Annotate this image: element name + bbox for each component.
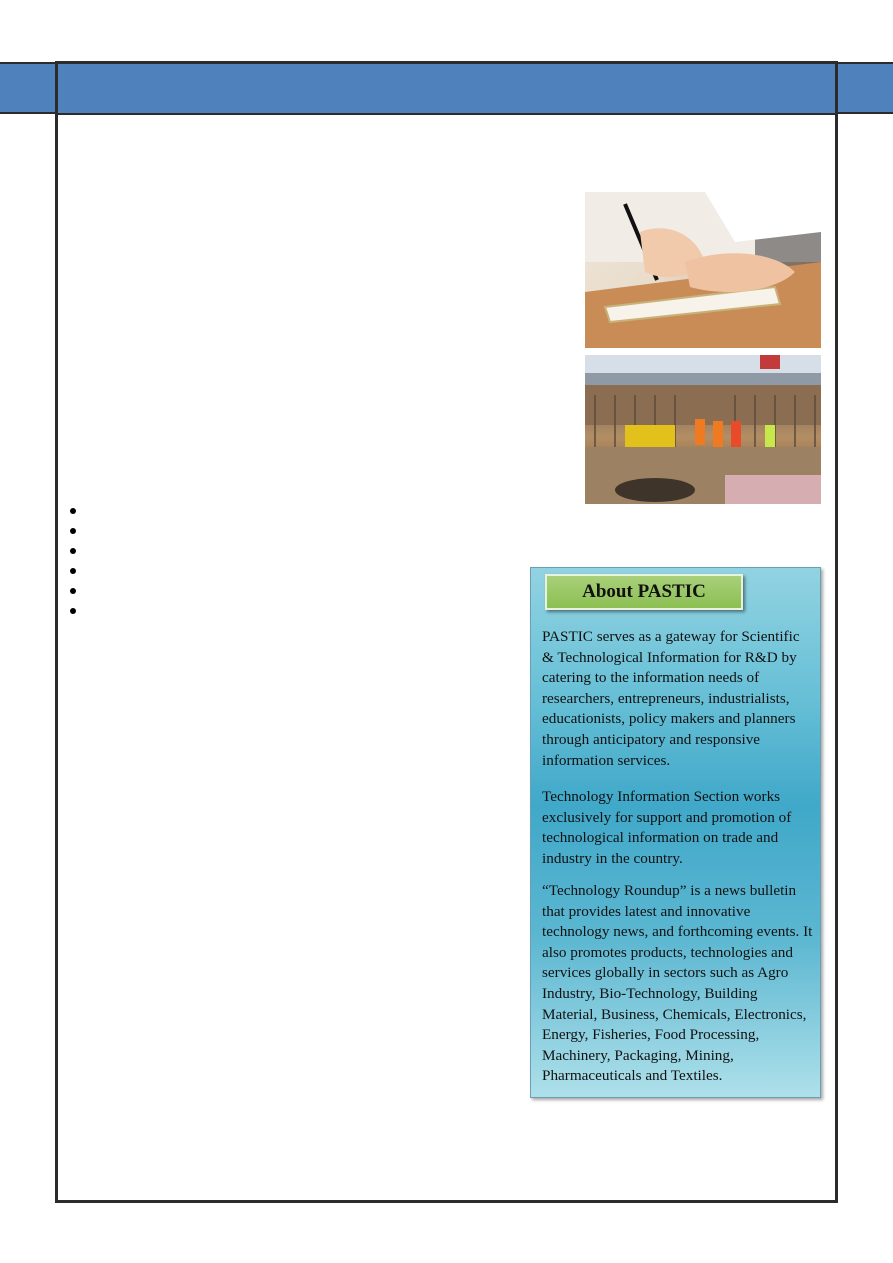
bullet-list	[68, 503, 80, 623]
about-paragraph-3: “Technology Roundup” is a news bulletin that provides latest and innovative technology news, and forthcoming events. It also promotes products, technologies and services globally in sectors such as Agro Industry, Bio-Technology, Building Material, Business, Chemicals, Electronics, Energy, Fisheries, Food Processing, Machinery, Packaging, Mining, Pharmaceuticals and Textiles.	[542, 882, 813, 1085]
construction-photo	[585, 355, 821, 504]
about-pastic-box	[530, 567, 821, 1098]
bullet-icon	[70, 588, 76, 594]
list-item	[68, 563, 80, 583]
about-title: About PASTIC	[545, 574, 743, 610]
list-item	[68, 583, 80, 603]
list-item	[68, 543, 80, 563]
about-paragraph-2: Technology Information Section works exclusively for support and promotion of technological information on trade and industry in the country.	[542, 788, 792, 867]
about-paragraph-1: PASTIC serves as a gateway for Scientific & Technological Information for R&D by catering to the information needs of researchers, entrepreneurs, industrialists, educationists, policy makers and planners through anticipatory and responsive information services.	[542, 628, 800, 769]
drafting-photo	[585, 192, 821, 348]
list-item	[68, 503, 80, 523]
bullet-icon	[70, 548, 76, 554]
bullet-icon	[70, 508, 76, 514]
list-item	[68, 523, 80, 543]
list-item	[68, 603, 80, 623]
bullet-icon	[70, 608, 76, 614]
bullet-icon	[70, 528, 76, 534]
bullet-icon	[70, 568, 76, 574]
